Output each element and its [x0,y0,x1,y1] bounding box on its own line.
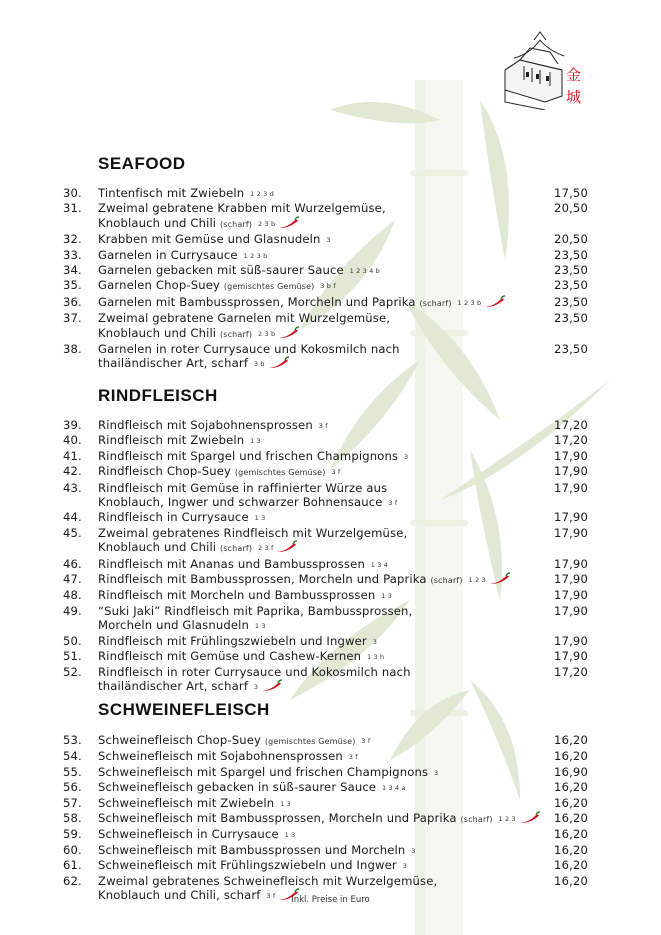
menu-item [0,749,661,764]
item-price: 16,20 [554,873,588,888]
menu-item [0,295,661,311]
item-note: (scharf) [430,576,463,586]
item-price: 17,90 [554,588,588,603]
item-name: Knoblauch und Chili [98,215,217,230]
item-text-line [98,216,661,232]
item-name: Rindfleisch mit Frühlingszwiebeln und Ingwer [98,633,367,648]
item-name: Rindfleisch Chop-Suey [98,464,232,479]
item-number: 35. [63,278,82,293]
chili-pepper-icon [278,326,300,339]
menu-item [0,342,661,372]
item-number: 31. [63,201,82,216]
allergen-codes: 1 3 [284,831,296,840]
menu-item [0,263,661,278]
item-name: Rindfleisch mit Morcheln und Bambussprossen [98,588,376,603]
item-price: 20,50 [554,201,588,216]
item-name: Garnelen mit Bambussprossen, Morcheln und Paprika [98,294,416,309]
allergen-codes: 2 3 f [257,544,274,553]
item-name: Rindfleisch mit Gemüse und Cashew-Kernen [98,649,362,664]
menu-item [0,232,661,247]
item-price: 16,90 [554,764,588,779]
menu-item [0,464,661,480]
allergen-codes: 1 2 3 4 b [349,267,380,276]
item-price: 16,20 [554,795,588,810]
section-title: SCHWEINEFLEISCH [98,700,270,719]
item-number: 60. [63,842,82,857]
allergen-codes: 3 [434,768,439,777]
item-number: 48. [63,588,82,603]
item-name: Schweinefleisch mit Zwiebeln [98,795,275,810]
item-price: 23,50 [554,263,588,278]
menu-item [0,510,661,525]
menu-item [0,796,661,811]
item-name: Rindfleisch mit Gemüse in raffinierter Würze aus [98,480,388,495]
item-number: 42. [63,464,82,479]
chili-pepper-icon [519,811,541,824]
chili-pepper-icon [484,295,506,308]
item-price: 23,50 [554,342,588,357]
allergen-codes: 3 b [253,360,265,369]
menu-item [0,634,661,649]
item-price: 17,90 [554,556,588,571]
menu-item [0,572,661,588]
item-number: 53. [63,733,82,747]
item-number: 46. [63,556,82,571]
allergen-codes: 2 3 b [257,329,276,338]
item-number: 44. [63,510,82,525]
item-name: Zweimal gebratene Krabben mit Wurzelgemüse, [98,201,386,216]
menu-item [0,418,661,433]
allergen-codes: 1 2 3 [498,815,516,824]
item-number: 39. [63,418,82,432]
item-price: 20,50 [554,232,588,247]
menu-item [0,665,661,695]
menu-item [0,248,661,263]
item-number: 52. [63,664,82,679]
allergen-codes: 1 3 [254,622,266,631]
chili-pepper-icon [276,540,298,553]
item-note: (scharf) [220,329,253,339]
allergen-codes: 3 [326,236,331,245]
allergen-codes: 1 3 4 a [382,784,406,793]
item-note: (gemischtes Gemüse) [264,737,356,746]
menu-item [0,858,661,873]
item-name: Rindfleisch mit Ananas und Bambussprossen [98,556,365,571]
item-text-line [98,495,661,510]
item-text-line [98,326,661,342]
allergen-codes: 1 3 [250,437,261,446]
chili-pepper-icon [278,216,300,229]
item-name: Rindfleisch in roter Currysauce und Kokosmilch nach [98,664,411,679]
menu-item [0,780,661,795]
allergen-codes: 1 3 4 [370,560,389,569]
item-number: 41. [63,448,82,463]
allergen-codes: 3 [411,846,416,855]
price-footnote: Inkl. Preise in Euro [291,895,370,905]
item-name: Schweinefleisch gebacken in süß-saurer Sauce [98,780,377,795]
item-number: 33. [63,247,82,262]
item-name: Zweimal gebratenes Schweinefleisch mit Wurzelgemüse, [98,873,438,888]
item-price: 17,20 [554,664,588,679]
item-name: Garnelen in Currysauce [98,247,238,262]
allergen-codes: 1 2 3 d [250,190,274,198]
item-name: Garnelen Chop-Suey [98,278,220,293]
menu-item [0,557,661,572]
item-name: Knoblauch und Chili [98,540,217,555]
item-price: 23,50 [554,294,588,309]
menu-item [0,186,661,201]
item-number: 58. [63,811,82,826]
chili-pepper-icon [268,356,290,369]
item-number: 49. [63,603,82,618]
item-price: 17,90 [554,603,588,618]
item-number: 37. [63,311,82,326]
item-price: 17,90 [554,480,588,495]
menu-item [0,278,661,294]
allergen-codes: 3 f [331,468,341,477]
item-name: Zweimal gebratene Garnelen mit Wurzelgemüse, [98,311,391,326]
item-note: (gemischtes Gemüse) [234,468,326,478]
item-name: Rindfleisch mit Zwiebeln [98,433,245,448]
allergen-codes: 1 2 3 [468,576,486,585]
allergen-codes: 1 3 [381,592,393,601]
menu-item [0,604,661,634]
item-number: 61. [63,858,82,873]
item-list [0,418,661,694]
item-list [0,186,661,372]
menu-item [0,449,661,464]
item-note: (scharf) [419,298,452,308]
item-number: 43. [63,480,82,495]
item-price: 16,20 [554,733,588,747]
item-number: 45. [63,525,82,540]
item-price: 17,90 [554,448,588,463]
chili-pepper-icon [261,679,283,692]
item-name: Schweinefleisch mit Frühlingszwiebeln und Ingwer [98,858,397,873]
item-name: Schweinefleisch Chop-Suey [98,733,262,747]
item-number: 51. [63,649,82,664]
item-number: 40. [63,433,82,448]
item-name: Garnelen in roter Currysauce und Kokosmilch nach [98,342,400,357]
item-number: 56. [63,780,82,795]
item-number: 36. [63,294,82,309]
item-name: Tintenfisch mit Zwiebeln [98,186,245,200]
item-name: Knoblauch, Ingwer und schwarzer Bohnensauce [98,495,383,510]
item-text-line [98,540,661,556]
allergen-codes: 1 2 3 b [243,251,268,260]
menu-item [0,843,661,858]
item-note: (gemischtes Gemüse) [223,282,315,292]
item-price: 16,20 [554,842,588,857]
item-price: 17,90 [554,464,588,479]
allergen-codes: 1 2 3 b [457,298,482,307]
item-name: Rindfleisch in Currysauce [98,510,249,525]
item-note: (scharf) [460,815,493,825]
item-name: Zweimal gebratenes Rindfleisch mit Wurzelgemüse, [98,525,408,540]
section-title: SEAFOOD [98,154,186,173]
item-note: (scharf) [220,219,253,229]
item-text-line [98,356,661,371]
item-price: 17,90 [554,649,588,664]
item-price: 17,20 [554,433,588,448]
item-name: Rindfleisch mit Bambussprossen, Morcheln und Paprika [98,572,427,587]
allergen-codes: 1 3 h [366,653,385,662]
allergen-codes: 1 3 [254,514,266,523]
item-price: 17,90 [554,633,588,648]
item-number: 59. [63,827,82,842]
item-name: Knoblauch und Chili, scharf [98,888,261,903]
item-note: (scharf) [220,544,253,554]
logo-char-2: 城 [566,88,582,106]
allergen-codes: 1 3 [280,799,291,808]
item-number: 47. [63,572,82,587]
item-number: 55. [63,764,82,779]
allergen-codes: 3 f [266,892,276,901]
item-number: 32. [63,232,82,247]
item-name: Schweinefleisch mit Bambussprossen und Morcheln [98,842,406,857]
item-name: thailändischer Art, scharf [98,356,249,371]
item-price: 23,50 [554,247,588,262]
item-price: 17,90 [554,525,588,540]
menu-item [0,311,661,342]
item-price: 16,20 [554,780,588,795]
item-text-line [98,618,661,633]
menu-item [0,649,661,664]
item-price: 17,20 [554,418,588,432]
allergen-codes: 3 [372,637,377,646]
item-price: 17,90 [554,572,588,587]
item-name: Garnelen gebacken mit süß-saurer Sauce [98,263,344,278]
item-name: Schweinefleisch mit Spargel und frischen Champignons [98,764,429,779]
allergen-codes: 3 [404,452,409,461]
allergen-codes: 3 f [318,422,328,430]
item-price: 17,90 [554,510,588,525]
item-name: Rindfleisch mit Sojabohnensprossen [98,418,313,432]
item-price: 16,20 [554,858,588,873]
item-price: 23,50 [554,311,588,326]
allergen-codes: 3 f [361,737,371,745]
item-name: “Suki Jaki” Rindfleisch mit Paprika, Bambussprossen, [98,603,413,618]
item-number: 57. [63,795,82,810]
menu-item [0,827,661,842]
menu-item [0,588,661,603]
menu-item [0,201,661,232]
item-number: 30. [63,186,82,200]
logo-char-1: 金 [566,66,582,84]
item-number: 34. [63,263,82,278]
menu-item [0,811,661,827]
item-text-line [98,679,661,694]
item-name: Schweinefleisch mit Sojabohnensprossen [98,749,343,764]
item-price: 16,20 [554,827,588,842]
item-number: 50. [63,633,82,648]
menu-item [0,765,661,780]
item-price: 23,50 [554,278,588,293]
item-price: 17,50 [554,186,588,200]
allergen-codes: 3 [402,862,407,871]
item-price: 16,20 [554,811,588,826]
item-number: 62. [63,873,82,888]
item-name: Knoblauch und Chili [98,325,217,340]
menu-item [0,526,661,557]
chili-pepper-icon [489,572,511,585]
menu-item [0,481,661,511]
allergen-codes: 3 f [388,499,398,508]
item-number: 38. [63,342,82,357]
item-name: Schweinefleisch in Currysauce [98,827,279,842]
item-name: Rindfleisch mit Spargel und frischen Champignons [98,448,399,463]
allergen-codes: 3 b f [320,282,336,291]
item-name: Krabben mit Gemüse und Glasnudeln [98,232,321,247]
allergen-codes: 3 f [348,753,358,762]
menu-item [0,733,661,749]
allergen-codes: 3 [253,682,259,691]
item-number: 54. [63,749,82,764]
menu-item [0,433,661,448]
allergen-codes: 2 3 b [257,219,276,228]
item-name: Schweinefleisch mit Bambussprossen, Morcheln und Paprika [98,811,457,826]
item-list [0,733,661,903]
item-price: 16,20 [554,749,588,764]
item-name: Morcheln und Glasnudeln [98,618,250,633]
item-name: thailändischer Art, scharf [98,678,249,693]
section-title: RINDFLEISCH [98,386,218,405]
